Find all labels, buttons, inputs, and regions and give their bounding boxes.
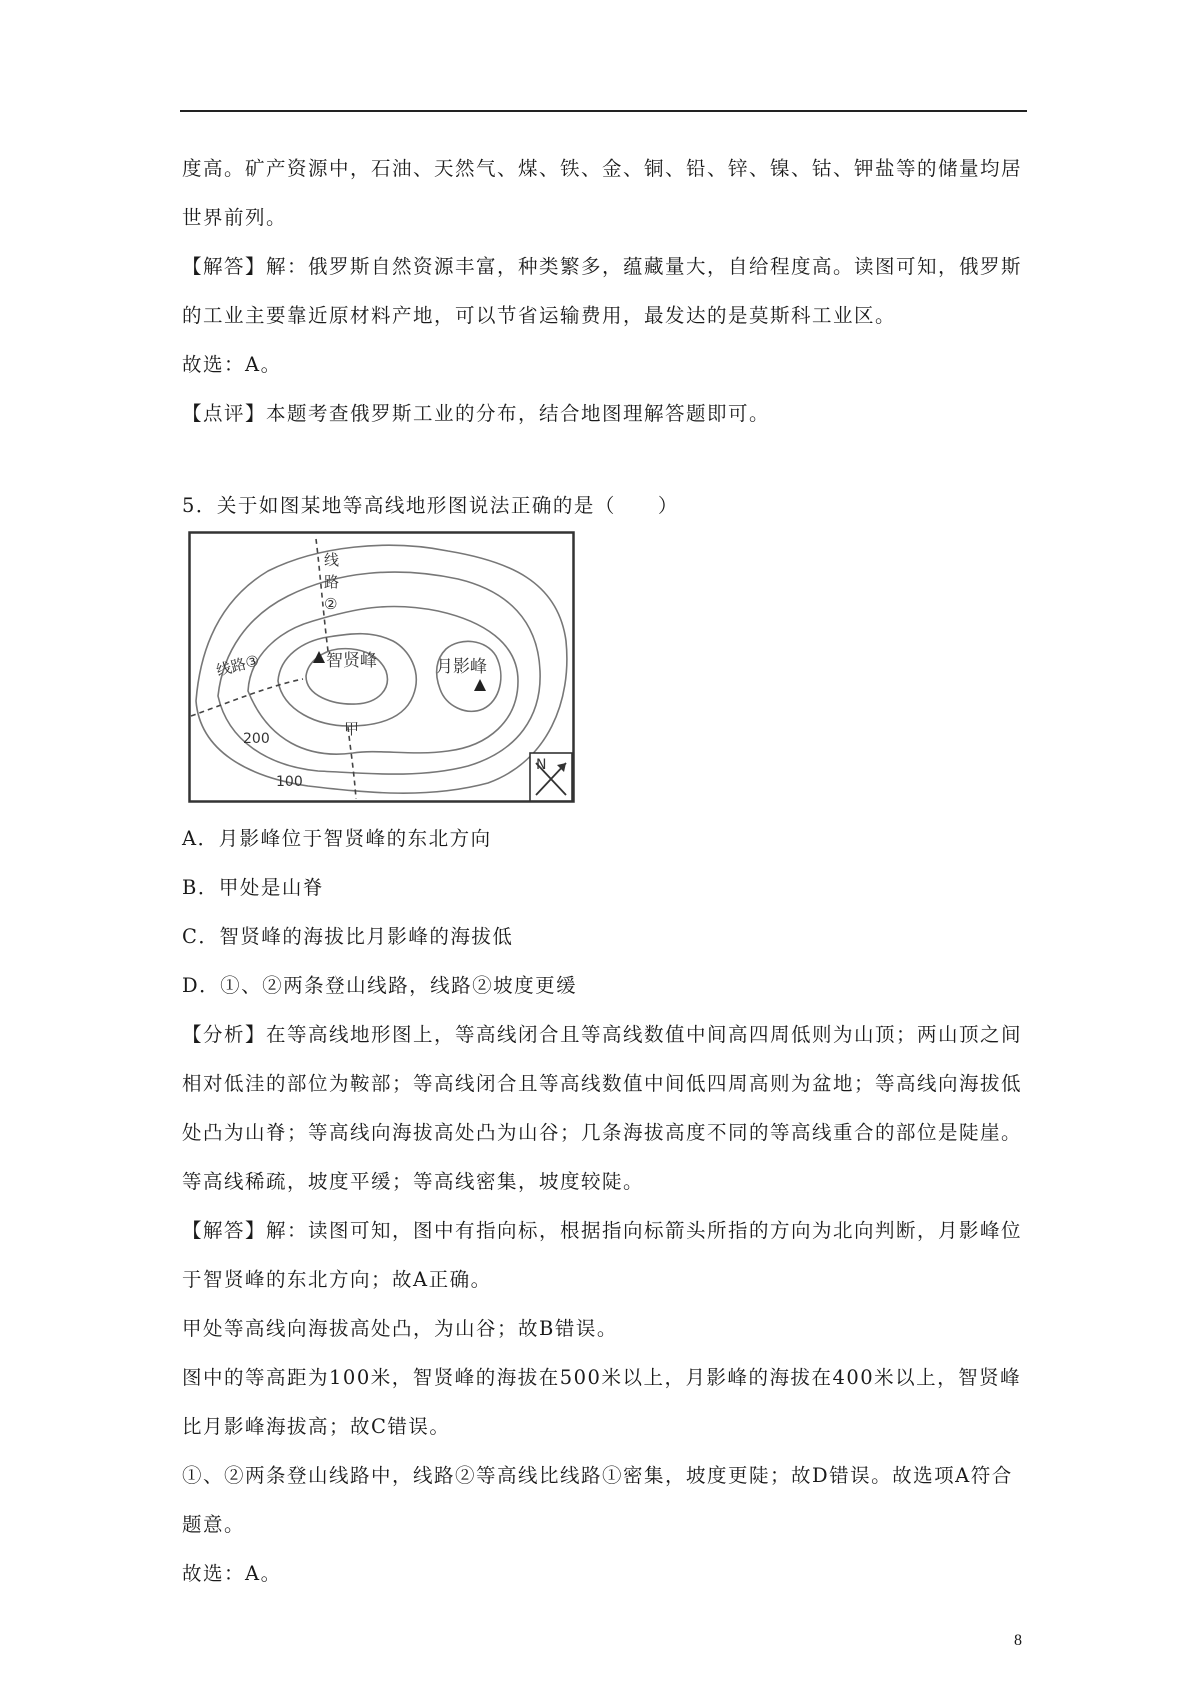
text-line: 图中的等高距为100米，智贤峰的海拔在500米以上，月影峰的海拔在400米以上，智贤峰	[182, 1366, 1022, 1389]
text-line: 题意。	[182, 1513, 246, 1536]
text-line: 相对低洼的部位为鞍部；等高线闭合且等高线数值中间低四周高则为盆地；等高线向海拔低	[182, 1072, 1023, 1095]
text-line: 【解答】解：俄罗斯自然资源丰富，种类繁多，蕴藏量大，自给程度高。读图可知，俄罗斯	[182, 255, 1023, 278]
option-b: B．甲处是山脊	[182, 876, 324, 899]
text-line: 甲处等高线向海拔高处凸，为山谷；故B错误。	[182, 1317, 618, 1340]
point-jia-label: 甲	[344, 720, 360, 738]
text-line: 比月影峰海拔高；故C错误。	[182, 1415, 451, 1438]
text-line: 度高。矿产资源中，石油、天然气、煤、铁、金、铜、铅、锌、镍、钴、钾盐等的储量均居	[182, 157, 1023, 180]
text-line: 【分析】在等高线地形图上，等高线闭合且等高线数值中间高四周低则为山顶；两山顶之间	[182, 1023, 1023, 1046]
route-2-label-char: 线	[324, 551, 340, 569]
text-line: 故选：A。	[182, 353, 282, 376]
route-2-label-char: ②	[324, 595, 338, 613]
text-line: ①、②两条登山线路中，线路②等高线比线路①密集，坡度更陡；故D错误。故选项A符合	[182, 1464, 1013, 1487]
contour-map	[188, 531, 575, 803]
text-line: 处凸为山脊；等高线向海拔高处凸为山谷；几条海拔高度不同的等高线重合的部位是陡崖。	[182, 1121, 1023, 1144]
peak-label-zhixian: 智贤峰	[326, 651, 377, 671]
text-line: 故选：A。	[182, 1562, 282, 1585]
text-line: 等高线稀疏，坡度平缓；等高线密集，坡度较陡。	[182, 1170, 645, 1193]
route-2-label-char: 路	[324, 573, 340, 591]
option-a: A．月影峰位于智贤峰的东北方向	[182, 827, 492, 850]
option-d: D．①、②两条登山线路，线路②坡度更缓	[182, 974, 578, 997]
peak-label-yueying: 月影峰	[436, 657, 487, 677]
page-number: 8	[1014, 1632, 1022, 1649]
option-c: C．智贤峰的海拔比月影峰的海拔低	[182, 925, 514, 948]
contour-label-100: 100	[276, 774, 303, 790]
question-5-stem: 5．关于如图某地等高线地形图说法正确的是（ ）	[182, 494, 679, 517]
north-label: N	[536, 757, 547, 773]
text-line: 【解答】解：读图可知，图中有指向标，根据指向标箭头所指的方向为北向判断，月影峰位	[182, 1219, 1023, 1242]
text-line: 于智贤峰的东北方向；故A正确。	[182, 1268, 492, 1291]
header-rule	[180, 110, 1027, 112]
north-arrow-icon	[530, 753, 572, 801]
text-line: 【点评】本题考查俄罗斯工业的分布，结合地图理解答题即可。	[182, 402, 771, 425]
text-line: 的工业主要靠近原材料产地，可以节省运输费用，最发达的是莫斯科工业区。	[182, 304, 897, 327]
contour-label-200: 200	[243, 731, 270, 747]
text-line: 世界前列。	[182, 206, 288, 229]
route-1-label: 线路③	[214, 651, 262, 680]
